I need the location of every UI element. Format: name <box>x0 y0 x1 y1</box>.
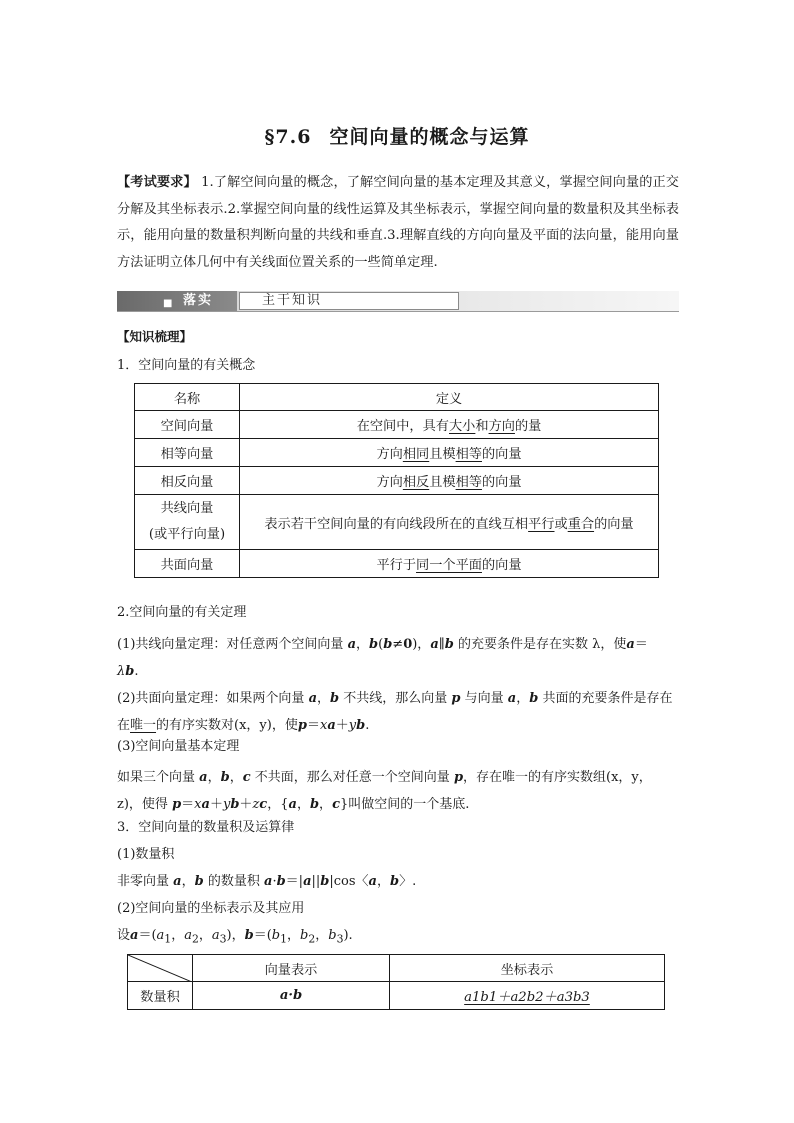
vector-form-cell: a·b <box>193 982 390 1010</box>
table-header-cell: 名称 <box>135 384 240 411</box>
coordinate-heading: (2)空间向量的坐标表示及其应用 <box>117 901 305 916</box>
term-cell: 相反向量 <box>135 467 240 495</box>
diagonal-corner-cell <box>128 955 193 982</box>
term-cell: 相等向量 <box>135 439 240 467</box>
s2-heading: 2.空间向量的有关定理 <box>117 605 247 620</box>
table-header-cell: 定义 <box>240 384 659 411</box>
table-row <box>135 467 659 495</box>
collinear-theorem: (1)共线向量定理：对任意两个空间向量 a，b(b≠0)，a∥b 的充要条件是存在实数 λ，使a＝ λb. <box>117 637 648 679</box>
definition-cell: 平行于同一个平面的向量 <box>240 550 659 578</box>
basis-theorem-heading: (3)空间向量基本定理 <box>117 739 240 754</box>
square-icon: ■ <box>163 298 173 309</box>
table-row <box>128 982 665 1010</box>
coordinate-form-cell: a1b1＋a2b2＋a3b3 <box>390 982 665 1010</box>
table-header-row <box>135 384 659 411</box>
table-header-cell: 坐标表示 <box>390 955 665 982</box>
requirements-tag: 【考试要求】 <box>117 175 197 190</box>
banner-right-label: 主干知识 <box>262 293 323 308</box>
basis-theorem: 如果三个向量 a，b，c 不共面，那么对任意一个空间向量 p，存在唯一的有序实数组(x，y， z)，使得 p＝xa＋yb＋zc，{a，b，c}叫做空间的一个基底. <box>117 770 652 812</box>
table-row <box>135 439 659 467</box>
definition-cell: 表示若干空间向量的有向线段所在的直线互相平行或重合的向量 <box>240 495 659 550</box>
table-row <box>135 411 659 439</box>
coplanar-theorem: (2)共面向量定理：如果两个向量 a，b 不共线，那么向量 p 与向量 a，b 共面的充要条件是存在 在唯一的有序实数对(x，y)，使p＝xa＋yb. <box>117 691 673 733</box>
dot-product-def: 非零向量 a，b 的数量积 a·b＝|a||b|cos〈a，b〉. <box>117 874 417 889</box>
knowledge-heading: 【知识梳理】 <box>117 329 193 344</box>
section-banner <box>117 291 679 312</box>
definition-cell: 在空间中，具有大小和方向的量 <box>240 411 659 439</box>
banner-light-block <box>239 292 459 310</box>
coordinate-table <box>127 954 665 1010</box>
table-row <box>135 495 659 550</box>
s3-heading: 3．空间向量的数量积及运算律 <box>117 820 295 835</box>
banner-dark-block <box>117 291 237 311</box>
table-header-cell: 向量表示 <box>193 955 390 982</box>
section-number: §7.6 <box>264 126 312 148</box>
section-title: 空间向量的概念与运算 <box>329 126 530 148</box>
definition-cell: 方向相反且模相等的向量 <box>240 467 659 495</box>
diagonal-line <box>128 955 192 982</box>
exam-requirements <box>117 170 679 276</box>
page-title <box>0 122 794 149</box>
requirements-body: 1.了解空间向量的概念，了解空间向量的基本定理及其意义，掌握空间向量的正交分解及其坐标表示.2.掌握空间向量的线性运算及其坐标表示，掌握空间向量的数量积及其坐标表示，能用向量的数量积判断向量的共线和垂直.3.理解直线的方向向量及平面的法向量，能用向量方法证明立体几何中有关线面位置关系的一些简单定理. <box>117 175 679 270</box>
term-cell: 空间向量 <box>135 411 240 439</box>
term-cell: 共面向量 <box>135 550 240 578</box>
definition-cell: 方向相同且模相等的向量 <box>240 439 659 467</box>
dot-product-heading: (1)数量积 <box>117 847 175 862</box>
table-row <box>135 550 659 578</box>
row-label-cell: 数量积 <box>128 982 193 1010</box>
banner-left-label: 落实 <box>183 293 214 308</box>
table-header-row <box>128 955 665 982</box>
s1-heading: 1．空间向量的有关概念 <box>117 358 256 373</box>
term-cell: 共线向量 (或平行向量) <box>135 495 240 550</box>
concept-table <box>134 383 659 578</box>
coordinate-setup: 设$a=(a_1$，$a_2$，$a_3$)，$b=(b_1$，$b_2$，$b_3$). <box>117 928 353 946</box>
